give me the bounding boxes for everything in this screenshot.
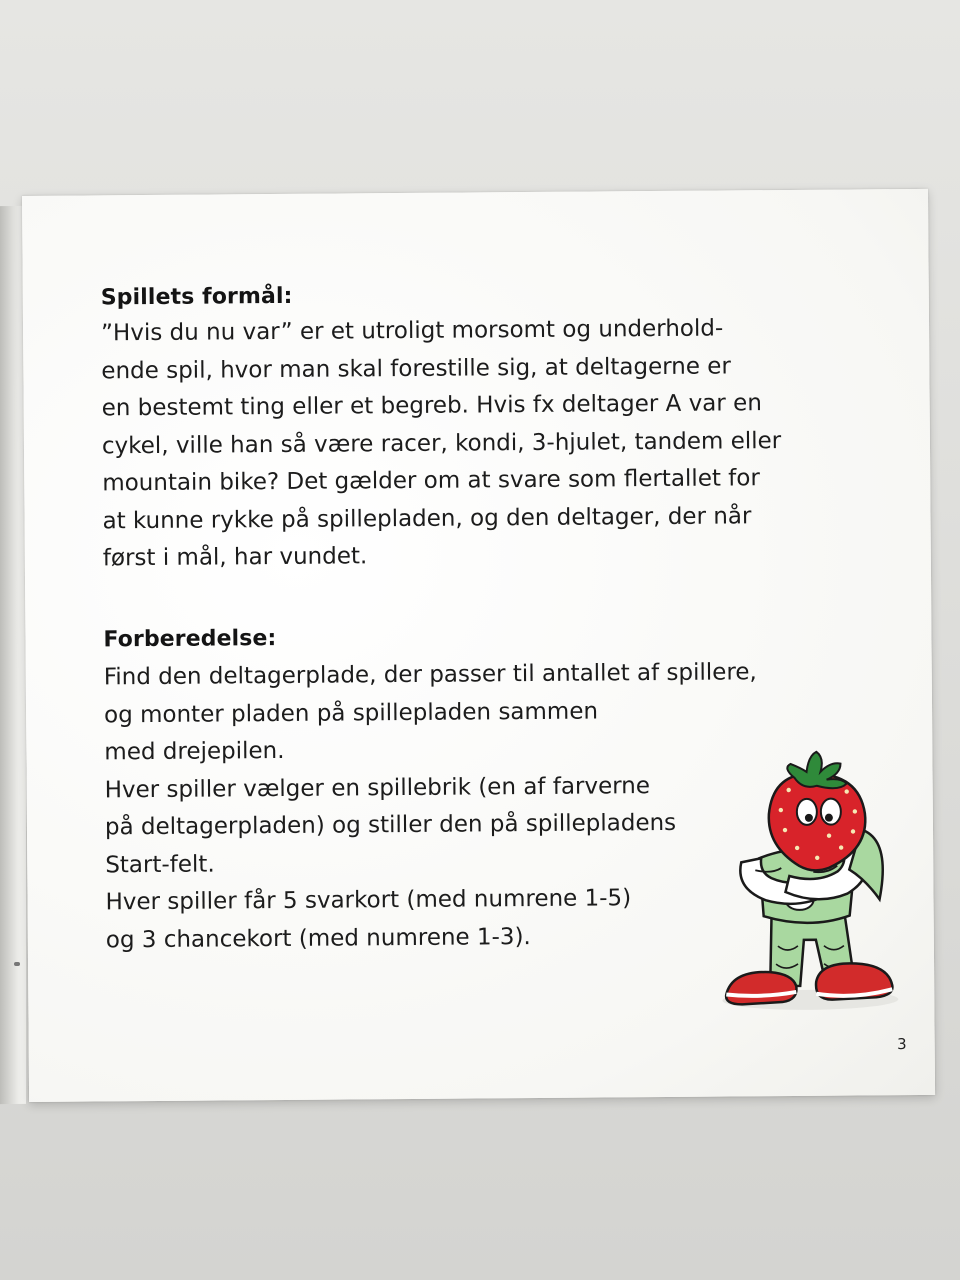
preparation-line: på deltagerpladen) og stiller den på spillepladens [104,809,677,841]
preparation-line: Start-felt. [105,851,215,878]
preparation-line: Hver spiller vælger en spillebrik (en af farverne [104,772,651,803]
purpose-line: at kunne rykke på spillepladen, og den deltager, der når [102,502,752,534]
preparation-paragraph [104,654,759,959]
preparation-heading: Forberedelse: [103,626,277,653]
preparation-line: med drejepilen. [104,737,285,766]
purpose-line: cykel, ville han så være racer, kondi, 3-hjulet, tandem eller [101,427,782,459]
preparation-line: og 3 chancekort (med numrene 1-3). [105,923,531,953]
purpose-line: en bestemt ting eller et begreb. Hvis fx deltager A var en [101,390,762,422]
purpose-line: først i mål, har vundet. [102,543,368,572]
purpose-heading: Spillets formål: [100,283,293,311]
purpose-line: ende spil, hvor man skal forestille sig, at deltagerne er [101,352,731,384]
booklet-page [22,189,935,1102]
purpose-line: ”Hvis du nu var” er et utroligt morsomt og underhold- [100,315,724,347]
mascot-shoe-left [726,972,797,1005]
booklet-spine-edge [0,206,26,1104]
purpose-line: mountain bike? Det gælder om at svare som flertallet for [102,465,760,497]
purpose-paragraph [101,310,782,578]
staple-mark [14,962,20,966]
strawberry-mascot-icon [710,749,902,1022]
preparation-line: og monter pladen på spillepladen sammen [103,697,599,728]
preparation-line: Find den deltagerplade, der passer til antallet af spillere, [103,659,757,691]
preparation-line: Hver spiller får 5 svarkort (med numrene 1-5) [105,885,632,916]
page-number: 3 [897,1035,907,1054]
